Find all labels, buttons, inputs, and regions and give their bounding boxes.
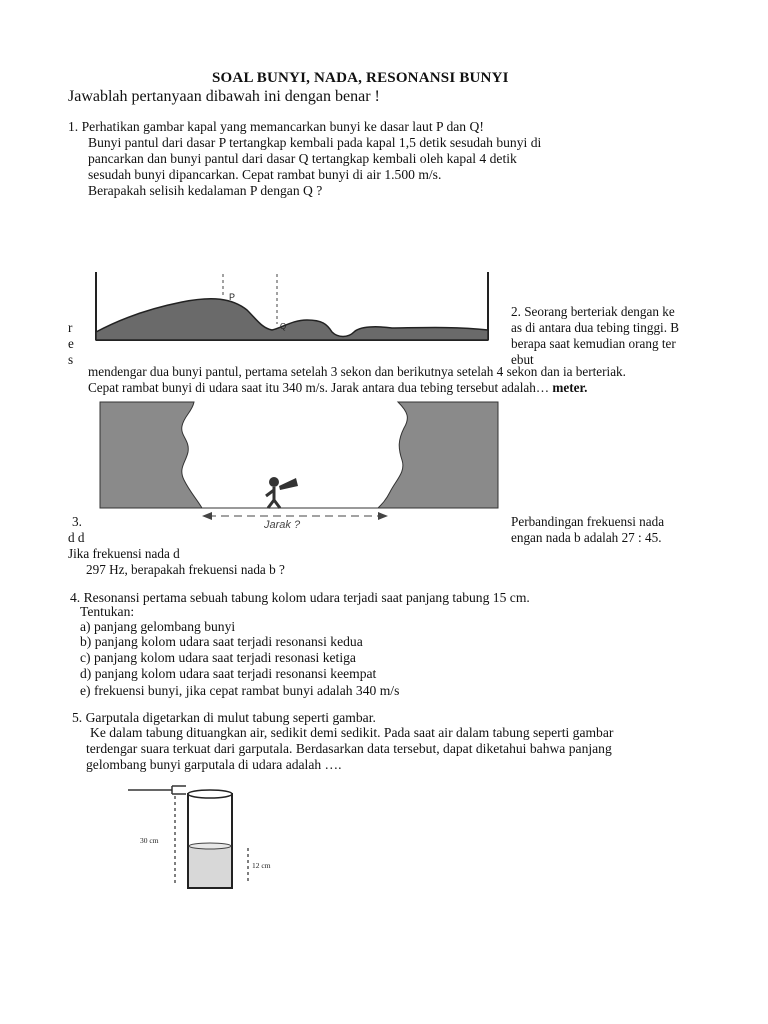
q1-line: Bunyi pantul dari dasar P tertangkap kembali pada kapal 1,5 detik sesudah bunyi di bbox=[88, 135, 542, 150]
q2-right-line: ebut bbox=[511, 352, 534, 367]
q5-line: gelombang bunyi garputala di udara adalah …. bbox=[86, 757, 342, 772]
q3-right-line: engan nada b adalah 27 : 45. bbox=[511, 530, 662, 545]
instruction: Jawablah pertanyaan dibawah ini dengan benar ! bbox=[68, 88, 380, 105]
label-12cm: 12 cm bbox=[252, 861, 271, 870]
label-30cm: 30 cm bbox=[140, 836, 159, 845]
seafloor-profile bbox=[96, 299, 488, 340]
page-title: SOAL BUNYI, NADA, RESONANSI BUNYI bbox=[212, 70, 509, 86]
q3-fragment: d d bbox=[68, 530, 85, 545]
q3-line: 297 Hz, berapakah frekuensi nada b ? bbox=[86, 562, 285, 577]
label-q: Q bbox=[280, 322, 287, 331]
tuning-fork-icon bbox=[128, 786, 186, 794]
q1-line: sesudah bunyi dipancarkan. Cepat rambat bunyi di air 1.500 m/s. bbox=[88, 167, 442, 182]
distance-label: Jarak ? bbox=[264, 519, 301, 530]
q4-item: a) panjang gelombang bunyi bbox=[80, 619, 236, 634]
q2-left-char: r bbox=[68, 320, 73, 335]
q2-left-char: s bbox=[68, 352, 74, 367]
q3-right-line: Perbandingan frekuensi nada bbox=[511, 514, 665, 529]
left-cliff bbox=[100, 402, 202, 508]
arrow-right-icon bbox=[378, 512, 388, 520]
q2-line: mendengar dua bunyi pantul, pertama setelah 3 sekon dan berikutnya setelah 4 sekon dan ia berteriak. bbox=[88, 364, 626, 379]
q5-line: Ke dalam tabung dituangkan air, sedikit demi sedikit. Pada saat air dalam tabung seperti gambar bbox=[90, 725, 614, 740]
q2-line-text: Cepat rambat bunyi di udara saat itu 340 m/s. Jarak antara dua tebing tersebut adalah… bbox=[88, 380, 553, 395]
q3-line: Jika frekuensi nada d bbox=[68, 546, 180, 561]
tube-mouth bbox=[188, 790, 232, 798]
q1-line: pancarkan dan bunyi pantul dari dasar Q tertangkap kembali oleh kapal 4 detik bbox=[88, 151, 517, 166]
q4-item: d) panjang kolom udara saat terjadi resonansi keempat bbox=[80, 666, 377, 681]
q2-right-line: 2. Seorang berteriak dengan ke bbox=[511, 304, 675, 319]
q2-line bbox=[88, 380, 587, 396]
q4-item: e) frekuensi bunyi, jika cepat rambat bunyi adalah 340 m/s bbox=[80, 683, 400, 698]
right-cliff bbox=[378, 402, 498, 508]
q5-line: terdengar suara terkuat dari garputala. Berdasarkan data tersebut, dapat diketahui bahwa panjang bbox=[86, 741, 612, 756]
q2-right-line: as di antara dua tebing tinggi. B bbox=[511, 320, 680, 335]
cliffs-figure bbox=[98, 398, 500, 530]
shouting-person-icon bbox=[266, 477, 298, 508]
q3-number: 3. bbox=[72, 514, 82, 529]
q4-item: b) panjang kolom udara saat terjadi resonansi kedua bbox=[80, 634, 363, 649]
q5-line: 5. Garputala digetarkan di mulut tabung seperti gambar. bbox=[72, 710, 376, 725]
label-p: P bbox=[229, 292, 236, 302]
q2-right-line: berapa saat kemudian orang ter bbox=[511, 336, 676, 351]
seafloor-figure bbox=[92, 268, 496, 344]
water-column bbox=[189, 846, 231, 887]
q2-line-bold: meter. bbox=[552, 380, 588, 395]
q4-item: c) panjang kolom udara saat terjadi resonasi ketiga bbox=[80, 650, 356, 665]
q4-line: 4. Resonansi pertama sebuah tabung kolom udara terjadi saat panjang tabung 15 cm. bbox=[70, 590, 530, 605]
q4-line: Tentukan: bbox=[80, 604, 135, 619]
water-surface bbox=[189, 843, 231, 849]
q2-left-char: e bbox=[68, 336, 74, 351]
resonance-tube-figure bbox=[120, 780, 290, 892]
q1-line: 1. Perhatikan gambar kapal yang memancarkan bunyi ke dasar laut P dan Q! bbox=[68, 119, 484, 134]
q1-line: Berapakah selisih kedalaman P dengan Q ? bbox=[88, 183, 323, 198]
arrow-left-icon bbox=[202, 512, 212, 520]
